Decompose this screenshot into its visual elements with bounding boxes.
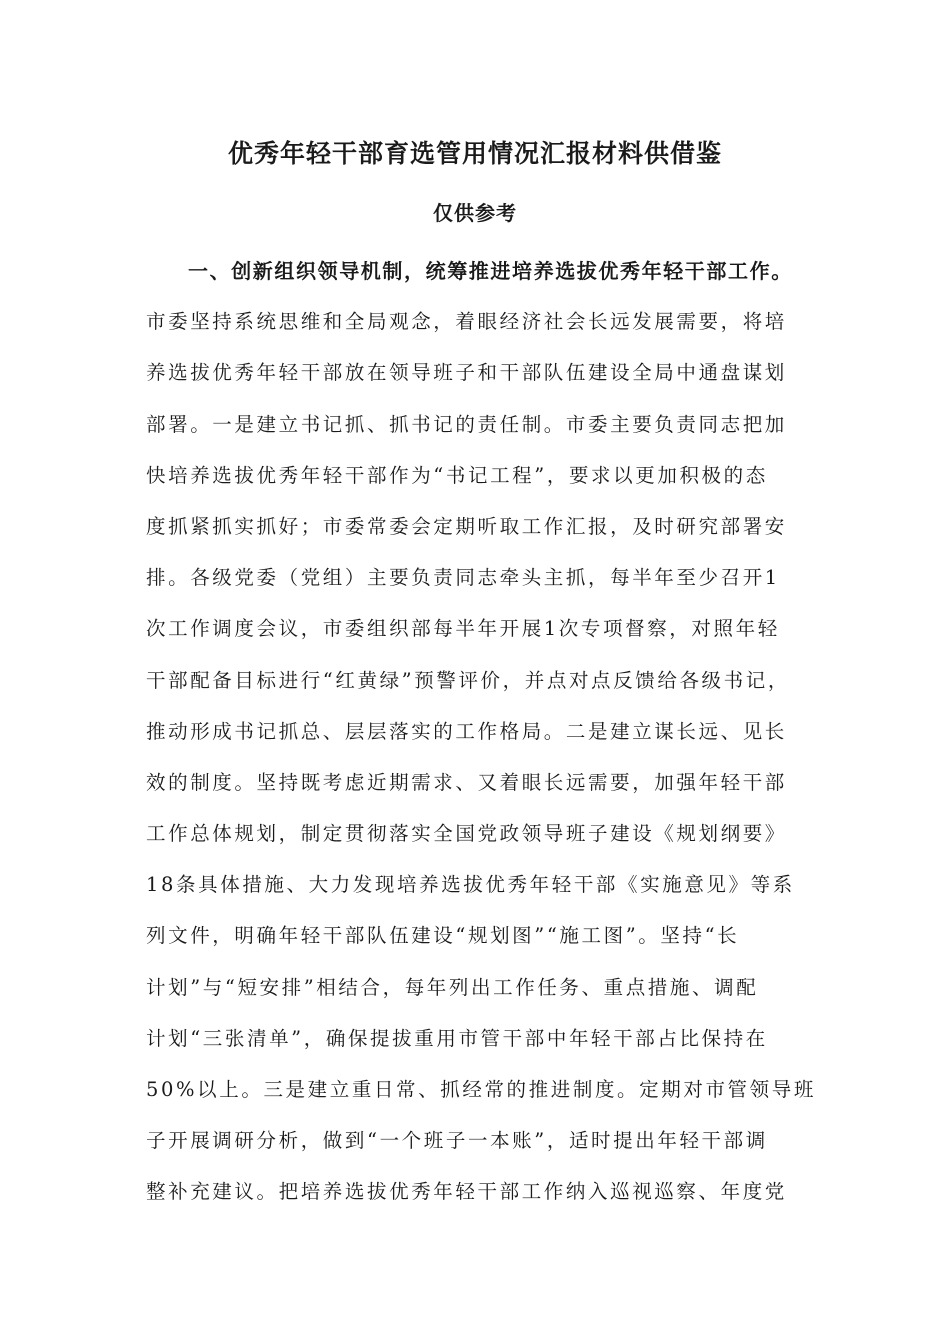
body-line: 效的制度。坚持既考虑近期需求、又着眼长远需要，加强年轻干部 xyxy=(146,770,787,794)
body-line: 计划”与“短安排”相结合，每年列出工作任务、重点措施、调配 xyxy=(146,975,759,999)
body-line: 子开展调研分析，做到“一个班子一本账”，适时提出年轻干部调 xyxy=(146,1129,768,1153)
body-line: 排。各级党委（党组）主要负责同志牵头主抓，每半年至少召开1 xyxy=(146,566,780,590)
body-line: 整补充建议。把培养选拔优秀年轻干部工作纳入巡视巡察、年度党 xyxy=(146,1180,787,1204)
body-line: 养选拔优秀年轻干部放在领导班子和干部队伍建设全局中通盘谋划 xyxy=(146,361,787,385)
document-subtitle: 仅供参考 xyxy=(433,201,517,225)
body-line: 推动形成书记抓总、层层落实的工作格局。二是建立谋长远、见长 xyxy=(146,719,787,743)
section-heading: 一、创新组织领导机制，统筹推进培养选拔优秀年轻干部工作。 xyxy=(188,259,793,283)
body-line: 市委坚持系统思维和全局观念，着眼经济社会长远发展需要，将培 xyxy=(146,310,787,334)
body-line: 部署。一是建立书记抓、抓书记的责任制。市委主要负责同志把加 xyxy=(146,412,787,436)
body-line: 列文件，明确年轻干部队伍建设“规划图”“施工图”。坚持“长 xyxy=(146,924,740,948)
body-line: 计划“三张清单”，确保提拔重用市管干部中年轻干部占比保持在 xyxy=(146,1026,768,1050)
body-line: 次工作调度会议，市委组织部每半年开展1次专项督察，对照年轻 xyxy=(146,617,780,641)
body-line: 18条具体措施、大力发现培养选拔优秀年轻干部《实施意见》等系 xyxy=(146,873,795,897)
body-line: 工作总体规划，制定贯彻落实全国党政领导班子建设《规划纲要》 xyxy=(146,822,787,846)
document-body xyxy=(146,254,818,1227)
body-line: 干部配备目标进行“红黄绿”预警评价，并点对点反馈给各级书记， xyxy=(146,668,790,692)
body-line: 度抓紧抓实抓好；市委常委会定期听取工作汇报，及时研究部署安 xyxy=(146,514,787,538)
document-title: 优秀年轻干部育选管用情况汇报材料供借鉴 xyxy=(227,139,722,168)
body-line: 快培养选拔优秀年轻干部作为“书记工程”，要求以更加积极的态 xyxy=(146,463,768,487)
body-line: 50%以上。三是建立重日常、抓经常的推进制度。定期对市管领导班 xyxy=(146,1078,816,1101)
